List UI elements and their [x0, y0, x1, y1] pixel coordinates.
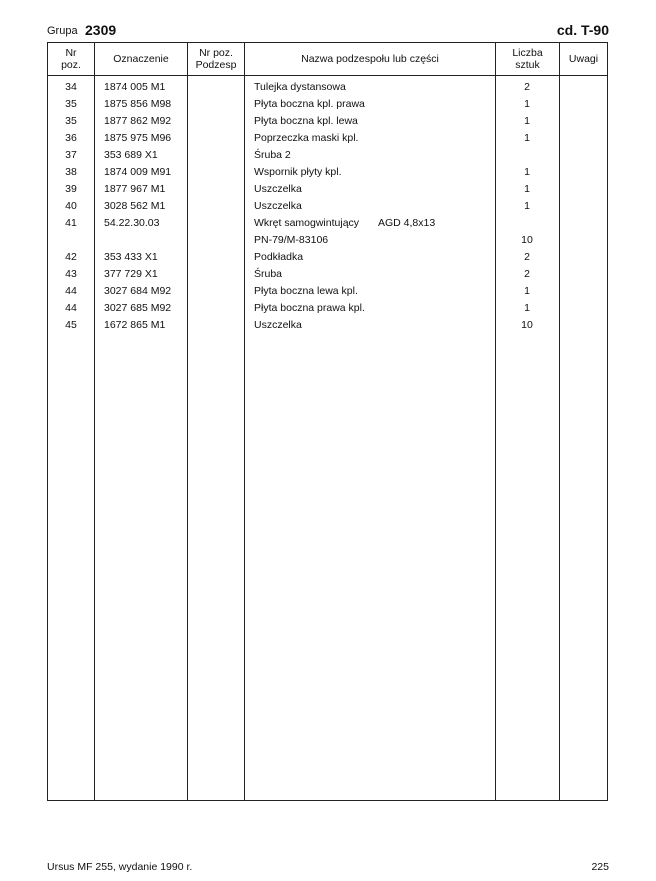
- table-row: [48, 283, 607, 300]
- footer-edition: Ursus MF 255, wydanie 1990 r.: [47, 861, 193, 873]
- cell-oznaczenie: 3027 685 M92: [104, 302, 172, 314]
- table-row: [48, 79, 607, 96]
- cell-oznaczenie: 1672 865 M1: [104, 319, 166, 331]
- cell-nr: 36: [65, 132, 77, 144]
- cell-liczba: 1: [524, 115, 530, 127]
- col-header-text: Nr poz. Podzesp: [195, 47, 237, 71]
- cell-nazwa: Poprzeczka maski kpl.: [254, 132, 359, 144]
- cell-nr: 34: [65, 81, 77, 93]
- cell-liczba: 1: [524, 98, 530, 110]
- cell-liczba: 10: [521, 319, 533, 331]
- col-header-nr-poz-podzesp: [188, 43, 244, 75]
- table-row: [48, 147, 607, 164]
- cell-nr: 42: [65, 251, 77, 263]
- cell-liczba: 1: [524, 302, 530, 314]
- col-header-nr: [48, 43, 94, 75]
- cell-nr: 38: [65, 166, 77, 178]
- cell-nazwa: Wspornik płyty kpl.: [254, 166, 342, 178]
- table-row: [48, 130, 607, 147]
- cell-liczba: 1: [524, 200, 530, 212]
- document-code: cd. T-90: [556, 22, 609, 38]
- cell-oznaczenie: 1874 005 M1: [104, 81, 166, 93]
- cell-nazwa: PN-79/M-83106: [254, 234, 329, 246]
- cell-nr: 45: [65, 319, 77, 331]
- table-row: [48, 215, 607, 232]
- cell-oznaczenie: 353 689 X1: [104, 149, 158, 161]
- cell-oznaczenie: 1875 975 M96: [104, 132, 172, 144]
- cell-nazwa: Płyta boczna prawa kpl.: [254, 302, 365, 314]
- cell-liczba: 10: [521, 234, 533, 246]
- cell-nazwa: Uszczelka: [254, 183, 302, 195]
- table-row: [48, 198, 607, 215]
- cell-nr: 43: [65, 268, 77, 280]
- cell-nazwa: Uszczelka: [254, 200, 302, 212]
- cell-nazwa: Płyta boczna kpl. prawa: [254, 98, 365, 110]
- table-row: [48, 232, 607, 249]
- cell-nr: 40: [65, 200, 77, 212]
- table-row: [48, 96, 607, 113]
- header-divider: [48, 75, 607, 76]
- cell-nazwa: Płyta boczna lewa kpl.: [254, 285, 358, 297]
- table-row: [48, 300, 607, 317]
- page-header: [47, 22, 609, 40]
- cell-oznaczenie: 54.22.30.03: [104, 217, 160, 229]
- col-header-liczba: [496, 43, 559, 75]
- table-row: [48, 113, 607, 130]
- cell-oznaczenie: 1875 856 M98: [104, 98, 172, 110]
- cell-oznaczenie: 353 433 X1: [104, 251, 158, 263]
- cell-liczba: 2: [524, 251, 530, 263]
- cell-nazwa: Śruba: [254, 268, 283, 280]
- cell-oznaczenie: 377 729 X1: [104, 268, 158, 280]
- table-row: [48, 164, 607, 181]
- page-number: 225: [591, 861, 609, 873]
- cell-nr: 35: [65, 115, 77, 127]
- table-row: [48, 249, 607, 266]
- cell-liczba: 1: [524, 132, 530, 144]
- cell-nazwa: Uszczelka: [254, 319, 302, 331]
- group-number: 2309: [85, 22, 117, 38]
- cell-nazwa: Wkręt samogwintujący: [254, 217, 360, 229]
- parts-table: [47, 42, 608, 801]
- cell-oznaczenie: 1877 862 M92: [104, 115, 172, 127]
- cell-liczba: 2: [524, 268, 530, 280]
- cell-nr: 35: [65, 98, 77, 110]
- cell-nr: 44: [65, 285, 77, 297]
- cell-nazwa: Śruba 2: [254, 149, 291, 161]
- col-header-uwagi: [560, 43, 607, 75]
- cell-nazwa: Płyta boczna kpl. lewa: [254, 115, 358, 127]
- col-header-text: Nr poz.: [61, 47, 81, 71]
- col-header-nazwa: [245, 43, 495, 75]
- table-body: [48, 79, 607, 334]
- cell-liczba: 1: [524, 183, 530, 195]
- cell-nr: 44: [65, 302, 77, 314]
- cell-nr: 39: [65, 183, 77, 195]
- cell-liczba: 1: [524, 166, 530, 178]
- col-header-text: Oznaczenie: [113, 53, 169, 65]
- cell-oznaczenie: 3028 562 M1: [104, 200, 166, 212]
- cell-liczba: 1: [524, 285, 530, 297]
- col-header-oznaczenie: [95, 43, 187, 75]
- cell-oznaczenie: 1877 967 M1: [104, 183, 166, 195]
- cell-nazwa-extra: AGD 4,8x13: [378, 217, 436, 229]
- cell-nr: 37: [65, 149, 77, 161]
- cell-oznaczenie: 1874 009 M91: [104, 166, 172, 178]
- table-row: [48, 181, 607, 198]
- cell-nr: 41: [65, 217, 77, 229]
- col-header-text: Nazwa podzespołu lub części: [301, 53, 439, 65]
- cell-liczba: 2: [524, 81, 530, 93]
- table-row: [48, 317, 607, 334]
- table-row: [48, 266, 607, 283]
- group-label: Grupa: [47, 25, 78, 37]
- cell-oznaczenie: 3027 684 M92: [104, 285, 172, 297]
- col-header-text: Liczba sztuk: [512, 47, 543, 71]
- col-header-text: Uwagi: [568, 53, 599, 65]
- cell-nazwa: Podkładka: [254, 251, 304, 263]
- cell-nazwa: Tulejka dystansowa: [254, 81, 346, 93]
